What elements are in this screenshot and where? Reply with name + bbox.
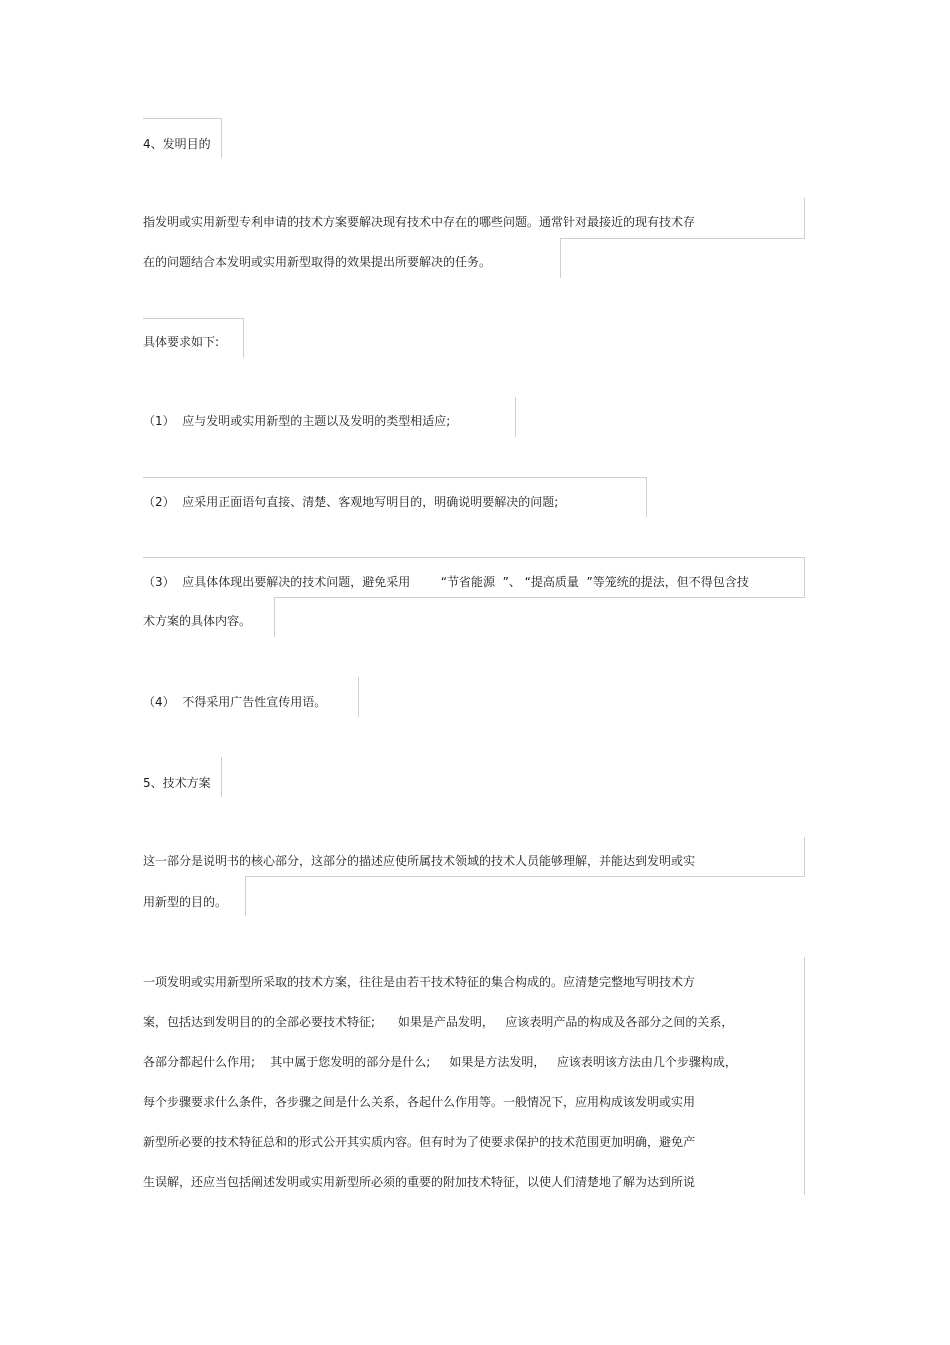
rule [804, 557, 805, 597]
rule [358, 677, 359, 717]
rule [143, 477, 646, 478]
rule [143, 318, 243, 319]
requirement-item: （4） 不得采用广告性宣传用语。 [143, 695, 327, 709]
paragraph-line: 案，包括达到发明目的的全部必要技术特征; 如果是产品发明， 应该表明产品的构成及各部分之间的关系， [143, 1015, 734, 1029]
rule [221, 118, 222, 158]
paragraph-line: 生误解，还应当包括阐述发明或实用新型所必须的重要的附加技术特征，以使人们清楚地了解为达到所说 [143, 1175, 696, 1189]
rule [221, 757, 222, 797]
rule [804, 837, 805, 877]
rule [274, 597, 275, 637]
paragraph-line: 每个步骤要求什么条件，各步骤之间是什么关系，各起什么作用等。一般情况下，应用构成该发明或实用 [143, 1095, 696, 1109]
rule [515, 397, 516, 437]
requirement-item: （3） 应具体体现出要解决的技术问题，避免采用 “节省能源 ”、 “提高质量 ”等笼统的提法，但不得包含技 [143, 575, 749, 589]
paragraph-line: 一项发明或实用新型所采取的技术方案，往往是由若干技术特征的集合构成的。应清楚完整地写明技术方 [143, 975, 696, 989]
rule [274, 597, 805, 598]
paragraph-line: 在的问题结合本发明或实用新型取得的效果提出所要解决的任务。 [143, 255, 492, 269]
paragraph-line: 用新型的目的。 [143, 895, 228, 909]
rule [245, 876, 246, 916]
rule [804, 957, 805, 1195]
requirement-item: （1） 应与发明或实用新型的主题以及发明的类型相适应; [143, 414, 451, 428]
rule [646, 477, 647, 517]
rule [560, 238, 805, 239]
requirement-item-continuation: 术方案的具体内容。 [143, 614, 252, 628]
rule [560, 238, 561, 278]
paragraph-line: 新型所必要的技术特征总和的形式公开其实质内容。但有时为了使要求保护的技术范围更加明确，避免产 [143, 1135, 696, 1149]
paragraph-line: 这一部分是说明书的核心部分，这部分的描述应使所属技术领域的技术人员能够理解，并能达到发明或实 [143, 854, 696, 868]
paragraph-line: 各部分都起什么作用; 其中属于您发明的部分是什么; 如果是方法发明， 应该表明该方法由几个步骤构成， [143, 1055, 737, 1069]
requirement-item: （2） 应采用正面语句直接、清楚、客观地写明目的，明确说明要解决的问题; [143, 495, 559, 509]
section-heading: 4、发明目的 [143, 137, 211, 151]
requirements-intro: 具体要求如下: [143, 335, 220, 349]
rule [143, 557, 805, 558]
rule [245, 876, 805, 877]
rule [243, 318, 244, 358]
rule [143, 118, 221, 119]
section-heading: 5、技术方案 [143, 776, 211, 790]
paragraph-line: 指发明或实用新型专利申请的技术方案要解决现有技术中存在的哪些问题。通常针对最接近的现有技术存 [143, 215, 696, 229]
rule [804, 198, 805, 238]
